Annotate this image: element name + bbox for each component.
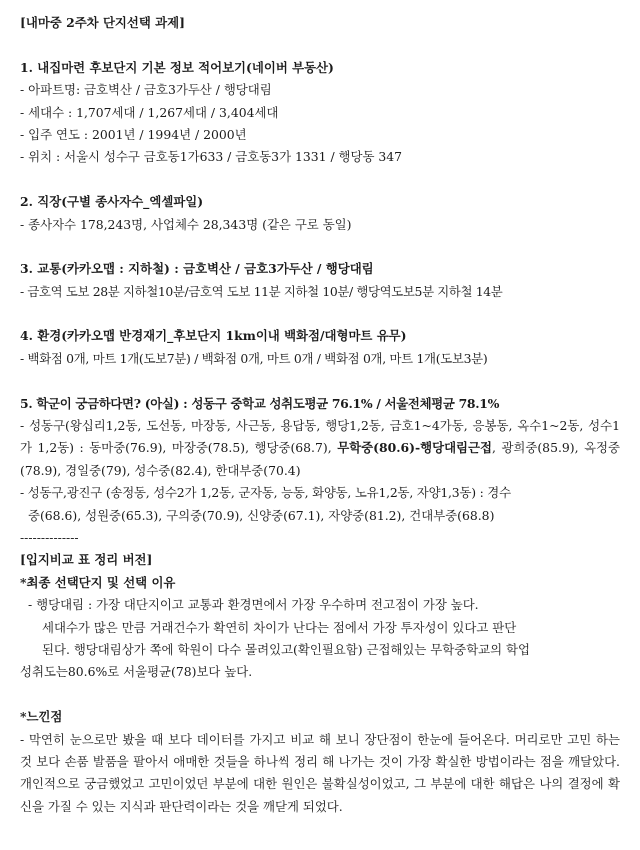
spacer <box>20 370 620 392</box>
spacer <box>20 684 620 706</box>
school-highlight: 무학중(80.6)-행당대림근접 <box>337 440 492 456</box>
spacer <box>20 236 620 258</box>
apartment-names: - 아파트명: 금호벽산 / 금호3가두산 / 행당대림 <box>20 82 272 98</box>
school-district-1 <box>20 415 620 482</box>
school-list-1b: , 광희중(85.9), 옥정중(78.9), 경일중(79), 성수중(82.4), 한대부중(70.4) <box>20 440 620 478</box>
reflection-text: - 막연히 눈으로만 봤을 때 보다 데이터를 가지고 비교 해 보니 장단점이 한눈에 들어온다. 머리로만 고민 하는 것 보다 손품 발품을 팔아서 애매한 것들을 하나씩 정리 해 나가는 것이 가장 확실한 방법이라는 점을 깨달았다. 개인적으로 궁금했었고 고민이었던 부분에 대한 원인은 불확실성이었고, 그 부분에 대한 해답은 나의 결정에 확신을 가질 수 있는 지식과 판단력이라는 것을 깨닫게 되었다. <box>20 731 620 814</box>
final-choice-title: *최종 선택단지 및 선택 이유 <box>20 574 176 590</box>
reflection-section <box>20 706 620 818</box>
section-4 <box>20 325 620 370</box>
final-choice-line4: 성취도는80.6%로 서울평균(78)보다 높다. <box>20 664 253 680</box>
section-3 <box>20 258 620 303</box>
comparison-section <box>20 549 620 683</box>
comparison-title: [입지비교 표 정리 버전] <box>20 552 153 568</box>
school-district-2-line2: 중(68.6), 성원중(65.3), 구의중(70.9), 신양중(67.1), 자양중(81.2), 건대부중(68.8) <box>28 507 495 523</box>
document-header: [내마중 2주차 단지선택 과제] <box>20 15 185 30</box>
section-3-line: - 금호역 도보 28분 지하철10분/금호역 도보 11분 지하철 10분/ 행당역도보5분 지하철 14분 <box>20 283 503 299</box>
section-1-title: 1. 내집마련 후보단지 기본 정보 적어보기(네이버 부동산) <box>20 59 334 75</box>
spacer <box>20 169 620 191</box>
section-2 <box>20 191 620 236</box>
section-1 <box>20 57 620 169</box>
section-3-title: 3. 교통(카카오맵 : 지하철) : 금호벽산 / 금호3가두산 / 행당대림 <box>20 261 374 277</box>
household-counts: - 세대수 : 1,707세대 / 1,267세대 / 3,404세대 <box>20 104 279 120</box>
section-5 <box>20 393 620 527</box>
school-list-1a: - 성동구(왕십리1,2동, 도선동, 마장동, 사근동, 용답동, 행당1,2동, 금호1~4가동, 응봉동, 옥수1~2동, 성수1가 1,2동) : 동마중(76.9), 마장중(78.5), 행당중(68.7), <box>20 418 620 456</box>
section-2-line: - 종사자수 178,243명, 사업체수 28,343명 (같은 구로 동일) <box>20 216 352 232</box>
final-choice-line1: - 행당대림 : 가장 대단지이고 교통과 환경면에서 가장 우수하며 전고점이 가장 높다. <box>28 597 479 613</box>
final-choice-line2: 세대수가 많은 만큼 거래건수가 확연히 차이가 난다는 점에서 가장 투자성이 있다고 판단 <box>42 619 517 635</box>
section-4-title: 4. 환경(카카오맵 반경재기_후보단지 1km이내 백화점/대형마트 유무) <box>20 328 407 344</box>
move-in-years: - 입주 연도 : 2001년 / 1994년 / 2000년 <box>20 126 247 142</box>
section-5-title: 5. 학군이 궁금하다면? (아실) : 성동구 중학교 성취도평균 76.1% / 서울전체평균 78.1% <box>20 395 500 411</box>
section-4-line: - 백화점 0개, 마트 1개(도보7분) / 백화점 0개, 마트 0개 / 백화점 0개, 마트 1개(도보3분) <box>20 350 488 366</box>
school-district-2-line1: - 성동구,광진구 (송정동, 성수2가 1,2동, 군자동, 능동, 화양동, 노유1,2동, 자양1,3동) : 경수 <box>20 485 511 501</box>
divider: -------------- <box>20 530 79 546</box>
final-choice-line3: 된다. 행당대림상가 쪽에 학원이 다수 몰려있고(확인필요함) 근접해있는 무학중학교의 학업 <box>42 641 530 657</box>
section-2-title: 2. 직장(구별 종사자수_엑셀파일) <box>20 194 204 210</box>
locations: - 위치 : 서울시 성수구 금호동1가633 / 금호동3가 1331 / 행당동 347 <box>20 149 403 165</box>
spacer <box>20 303 620 325</box>
spacer <box>20 34 620 56</box>
reflection-title: *느낀점 <box>20 709 63 725</box>
